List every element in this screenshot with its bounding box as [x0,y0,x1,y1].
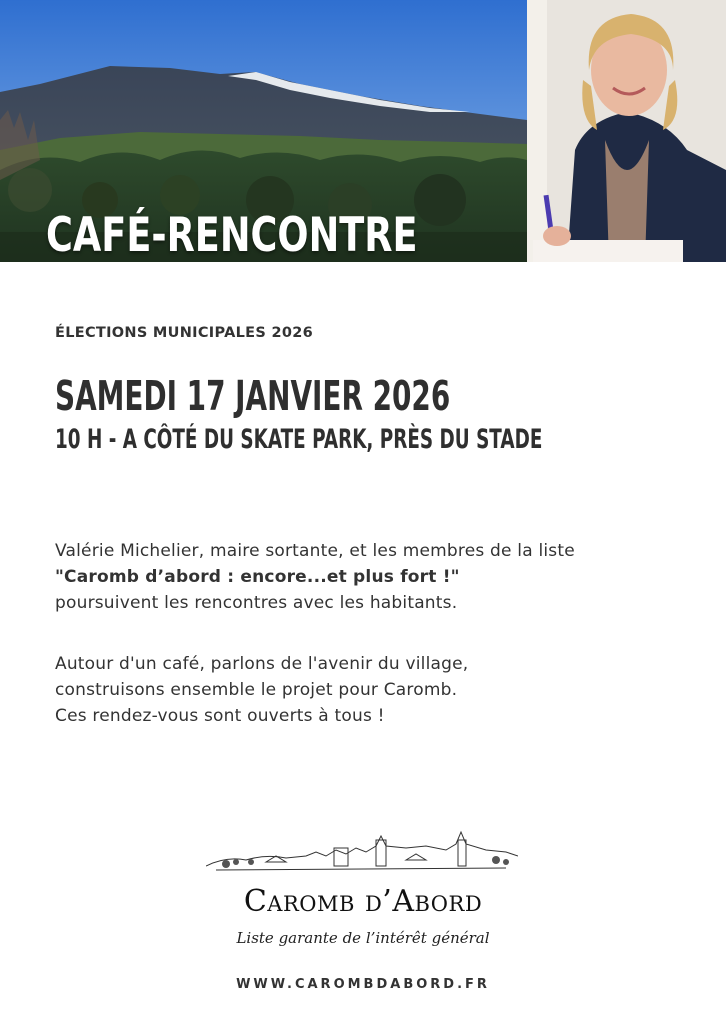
invitation-paragraph [55,651,468,729]
event-time-place: 10 H - A CÔTÉ DU SKATE PARK, PRÈS DU STADE [55,424,543,455]
intro-line-1: Valérie Michelier, maire sortante, et les membres de la liste [55,541,575,561]
intro-line-3: poursuivent les rencontres avec les habitants. [55,593,458,613]
invitation-line-1: Autour d'un café, parlons de l'avenir du village, [55,654,469,674]
intro-paragraph [55,538,575,616]
invitation-line-3: Ces rendez-vous sont ouverts à tous ! [55,706,385,726]
page-title: CAFÉ-RENCONTRE [46,208,418,262]
event-date: SAMEDI 17 JANVIER 2026 [55,372,451,420]
brand-tagline: Liste garante de l’intérêt général [236,929,490,947]
list-name-quote: "Caromb d’abord : encore...et plus fort !" [55,567,460,587]
website-link[interactable]: WWW.CAROMBDABORD.FR [236,977,490,992]
invitation-line-2: construisons ensemble le projet pour Caromb. [55,680,458,700]
brand-name: Caromb d’Abord [243,884,483,919]
candidate-portrait-photo [527,0,726,262]
village-skyline-illustration [206,826,518,878]
election-category-label: ÉLECTIONS MUNICIPALES 2026 [55,325,314,341]
hero-banner [0,0,726,262]
